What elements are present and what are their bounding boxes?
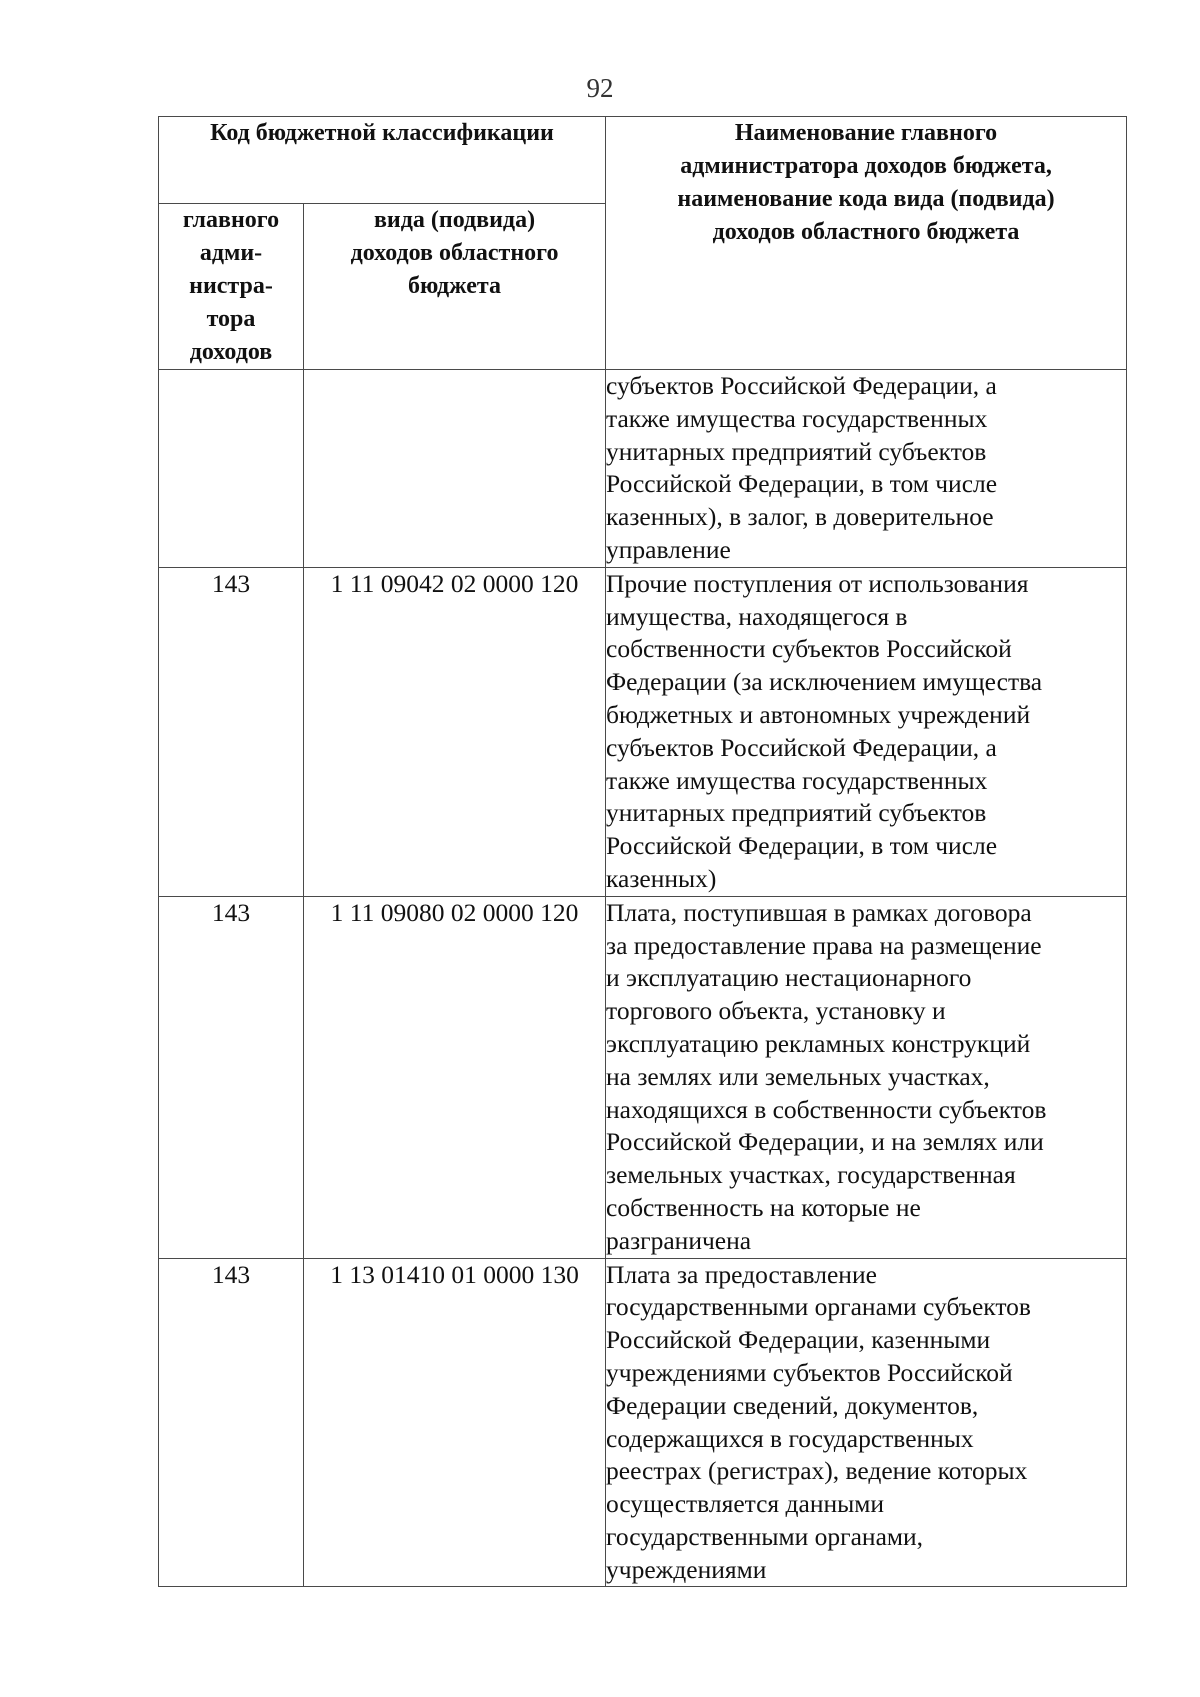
income-code-cell: 1 11 09080 02 0000 120 xyxy=(304,896,606,1258)
description-line: Прочие поступления от использования xyxy=(606,568,1029,598)
description-line: содержащихся в государственных xyxy=(606,1423,974,1453)
description-line: реестрах (регистрах), ведение которых xyxy=(606,1456,1028,1486)
page-number: 92 xyxy=(586,73,614,103)
description-line: находящихся в собственности субъектов xyxy=(606,1094,1047,1124)
header-admin-line: доходов xyxy=(189,339,273,365)
description-line: имущества, находящегося в xyxy=(606,601,908,631)
description-line: субъектов Российской Федерации, а xyxy=(606,732,997,762)
header-kind-line: доходов областного xyxy=(350,240,559,266)
table-header xyxy=(159,117,1127,370)
description-cell xyxy=(606,567,1127,896)
table-row xyxy=(159,896,1127,1258)
admin-code-cell: 143 xyxy=(159,567,304,896)
description-cell xyxy=(606,370,1127,568)
description-line: на землях или земельных участках, xyxy=(606,1061,990,1091)
description-line: Федерации сведений, документов, xyxy=(606,1390,979,1420)
description-line: осуществляется данными xyxy=(606,1489,885,1519)
header-name-line: доходов областного бюджета xyxy=(712,219,1020,245)
description-line: за предоставление права на размещение xyxy=(606,930,1042,960)
header-admin-line: главного xyxy=(182,207,280,233)
header-admin-column xyxy=(159,204,304,370)
header-name-line: Наименование главного xyxy=(734,120,998,146)
description-line: Плата, поступившая в рамках договора xyxy=(606,897,1032,927)
description-line: Плата за предоставление xyxy=(606,1259,877,1289)
description-line: торгового объекта, установку и xyxy=(606,996,946,1026)
description-line: Российской Федерации, и на землях или xyxy=(606,1127,1044,1157)
admin-code-cell xyxy=(159,370,304,568)
description-line: управление xyxy=(606,534,731,564)
description-line: Федерации (за исключением имущества xyxy=(606,667,1043,697)
header-admin-line: тора xyxy=(206,306,256,332)
table-row xyxy=(159,370,1127,568)
header-name-line: наименование кода вида (подвида) xyxy=(677,186,1055,212)
income-code-cell: 1 11 09042 02 0000 120 xyxy=(304,567,606,896)
description-cell xyxy=(606,896,1127,1258)
table-row xyxy=(159,567,1127,896)
description-line: казенных), в залог, в доверительное xyxy=(606,502,994,532)
description-line: государственными органами субъектов xyxy=(606,1292,1031,1322)
header-admin-line: адми- xyxy=(199,240,263,266)
header-admin-line: нистра- xyxy=(189,273,273,299)
description-line: разграничена xyxy=(606,1225,752,1255)
description-line: субъектов Российской Федерации, а xyxy=(606,371,997,400)
description-line: унитарных предприятий субъектов xyxy=(606,798,987,828)
description-line: казенных) xyxy=(606,863,717,893)
income-code-cell xyxy=(304,370,606,568)
header-kind-line: вида (подвида) xyxy=(373,207,536,233)
table-body xyxy=(159,370,1127,1587)
description-line: унитарных предприятий субъектов xyxy=(606,436,987,466)
description-line: собственности субъектов Российской xyxy=(606,634,1012,664)
description-line: также имущества государственных xyxy=(606,403,988,433)
description-line: Российской Федерации, в том числе xyxy=(606,469,998,499)
description-line: Российской Федерации, в том числе xyxy=(606,831,998,861)
description-line: бюджетных и автономных учреждений xyxy=(606,699,1031,729)
description-line: и эксплуатацию нестационарного xyxy=(606,963,972,993)
description-line: также имущества государственных xyxy=(606,765,988,795)
income-code-cell: 1 13 01410 01 0000 130 xyxy=(304,1258,606,1587)
description-line: учреждениями xyxy=(606,1554,767,1584)
description-cell xyxy=(606,1258,1127,1587)
admin-code-cell: 143 xyxy=(159,1258,304,1587)
table-row xyxy=(159,1258,1127,1587)
budget-classification-table xyxy=(158,116,1127,1587)
header-kind-line: бюджета xyxy=(408,273,501,299)
header-kind-column xyxy=(304,204,606,370)
header-group-title: Код бюджетной классификации xyxy=(159,117,606,204)
description-line: собственность на которые не xyxy=(606,1192,921,1222)
description-line: учреждениями субъектов Российской xyxy=(606,1357,1013,1387)
description-line: Российской Федерации, казенными xyxy=(606,1325,991,1355)
description-line: эксплуатацию рекламных конструкций xyxy=(606,1028,1031,1058)
description-line: земельных участках, государственная xyxy=(606,1160,1016,1190)
admin-code-cell: 143 xyxy=(159,896,304,1258)
header-name-line: администратора доходов бюджета, xyxy=(680,153,1052,179)
header-name-column xyxy=(606,117,1127,370)
description-line: государственными органами, xyxy=(606,1521,924,1551)
